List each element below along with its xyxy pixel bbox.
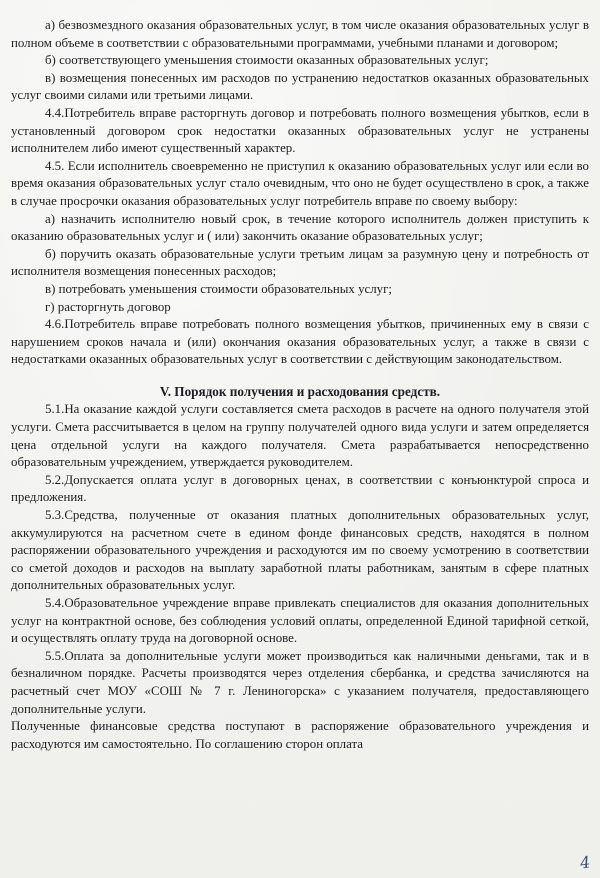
paragraph-remedy-c: в) возмещения понесенных им расходов по устранению недостатков оказанных образовательных услуг своими силами или третьими лицами. [11, 70, 589, 103]
paragraph-final: Полученные финансовые средства поступают в распоряжение образовательного учреждения и расходуются им самостоятельно. По соглашению сторон оплата [11, 719, 589, 751]
paragraph-4-6: 4.6.Потребитель вправе потребовать полного возмещения убытков, причиненных ему в связи с нарушением сроков начала и (или) окончания оказания образовательных услуг, а также в связи с недостатками оказанных образовательных услуг в соответствии с действующим законодательством. [11, 317, 589, 367]
paragraph-4-4: 4.4.Потребитель вправе расторгнуть договор и потребовать полного возмещения убытков, если в установленный договором срок недостатки оказанных образовательных услуг не устранены исполнителем либо имеют существенный характер. [11, 105, 589, 156]
paragraph-4-5: 4.5. Если исполнитель своевременно не приступил к оказанию образовательных услуг или если во время оказания образовательных услуг стало очевидным, что оно не будет осуществлено в срок, а также в случае просрочки оказания образовательных услуг потребитель вправе по своему выбору: [11, 158, 589, 208]
paragraph-5-5: 5.5.Оплата за дополнительные услуги может производиться как наличными деньгами, так и в безналичном порядке. Расчеты производятся через отделения сбербанка, и средства зачисляются на расчетный счет МОУ «СОШ № 7 г. Лениногорска» с указанием получателя, предоставляющего дополнительные услуги. [11, 648, 589, 716]
paragraph-remedy-b: б) соответствующего уменьшения стоимости оказанных образовательных услуг; [45, 53, 489, 68]
paragraph-4-5-c: в) потребовать уменьшения стоимости образовательных услуг; [45, 281, 392, 296]
paragraph-4-5-a: а) назначить исполнителю новый срок, в течение которого исполнитель должен приступить к оказанию образовательных услуг и ( или) закончить оказание образовательных услуг; [11, 211, 589, 244]
paragraph-4-5-b: б) поручить оказать образовательные услуги третьим лицам за разумную цену и потребность от исполнителя возмещения понесенных расходов; [11, 246, 589, 279]
paragraph-5-2: 5.2.Допускается оплата услуг в договорных ценах, в соответствии с конъюнктурой спроса и предложения. [11, 472, 589, 505]
paragraph-remedy-a: а) безвозмездного оказания образовательных услуг, в том числе оказания образовательных услуг в полном объеме в соответствии с образовательными программами, учебными планами и договором; [11, 18, 589, 50]
paragraph-4-5-d: г) расторгнуть договор [45, 299, 171, 314]
paragraph-5-4: 5.4.Образовательное учреждение вправе привлекать специалистов для оказания дополнительных услуг на контрактной основе, без соблюдения условий оплаты, определенной Единой тарифной сеткой, и осуществлять оплату труда на договорной основе. [11, 596, 589, 646]
document-body [11, 17, 589, 753]
section-heading: V. Порядок получения и расходования средств. [159, 383, 441, 399]
page-number: 4 [578, 852, 592, 873]
paragraph-5-3: 5.3.Средства, полученные от оказания платных дополнительных образовательных услуг, аккумулируются на расчетном счете в едином фонде финансовых средств, находятся в полном распоряжении образовательного учреждения и расходуются им по своему усмотрению в соответствии со сметой доходов и расходов на выплату заработной платы работникам, занятым в сфере платных дополнительных образовательных услуг. [11, 508, 589, 593]
paragraph-5-1: 5.1.На оказание каждой услуги составляется смета расходов в расчете на одного получателя этой услуги. Смета рассчитывается в целом на группу получателей одного вида услуги и затем определяется цена отдельной услуги на каждого получателя. Смета разрабатывается непосредственно образовательным учреждением, утверждается руководителем. [11, 402, 589, 470]
